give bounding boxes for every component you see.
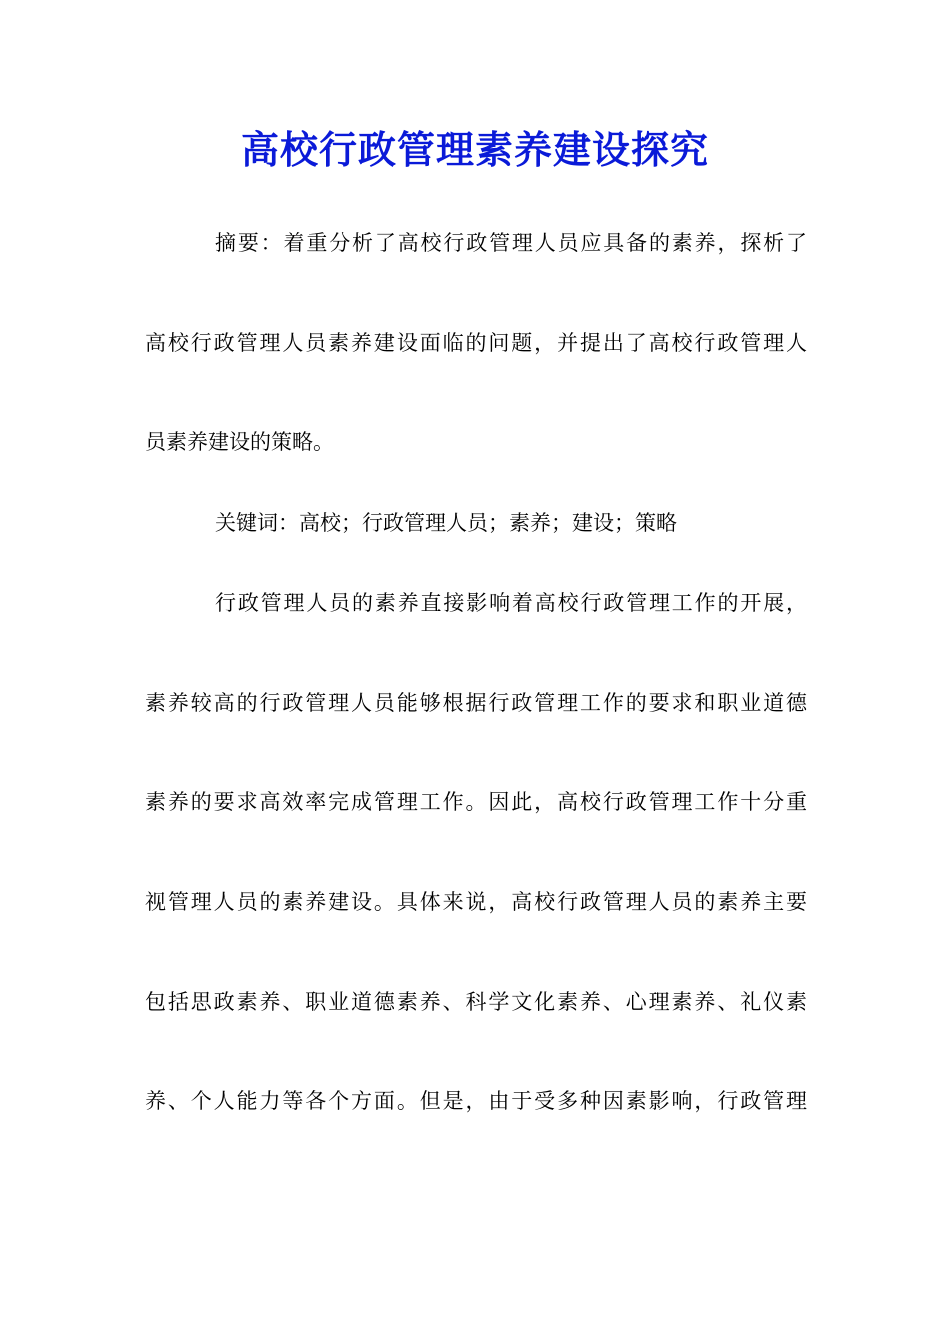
abstract-line-1: 摘要：着重分析了高校行政管理人员应具备的素养，探析了 xyxy=(215,231,807,255)
abstract-line-2: 高校行政管理人员素养建设面临的问题，并提出了高校行政管理人 xyxy=(145,331,807,355)
body-line-1: 行政管理人员的素养直接影响着高校行政管理工作的开展， xyxy=(215,591,807,615)
body-line-3: 素养的要求高效率完成管理工作。因此，高校行政管理工作十分重 xyxy=(145,790,807,814)
keywords-line: 关键词：高校；行政管理人员；素养；建设；策略 xyxy=(215,511,677,535)
body-line-4: 视管理人员的素养建设。具体来说，高校行政管理人员的素养主要 xyxy=(145,890,807,914)
document-title: 高校行政管理素养建设探究 xyxy=(240,127,709,172)
abstract-line-3: 员素养建设的策略。 xyxy=(145,430,334,454)
body-line-5: 包括思政素养、职业道德素养、科学文化素养、心理素养、礼仪素 xyxy=(145,990,807,1014)
body-line-2: 素养较高的行政管理人员能够根据行政管理工作的要求和职业道德 xyxy=(145,691,807,715)
body-line-6: 养、个人能力等各个方面。但是，由于受多种因素影响，行政管理 xyxy=(145,1089,807,1113)
